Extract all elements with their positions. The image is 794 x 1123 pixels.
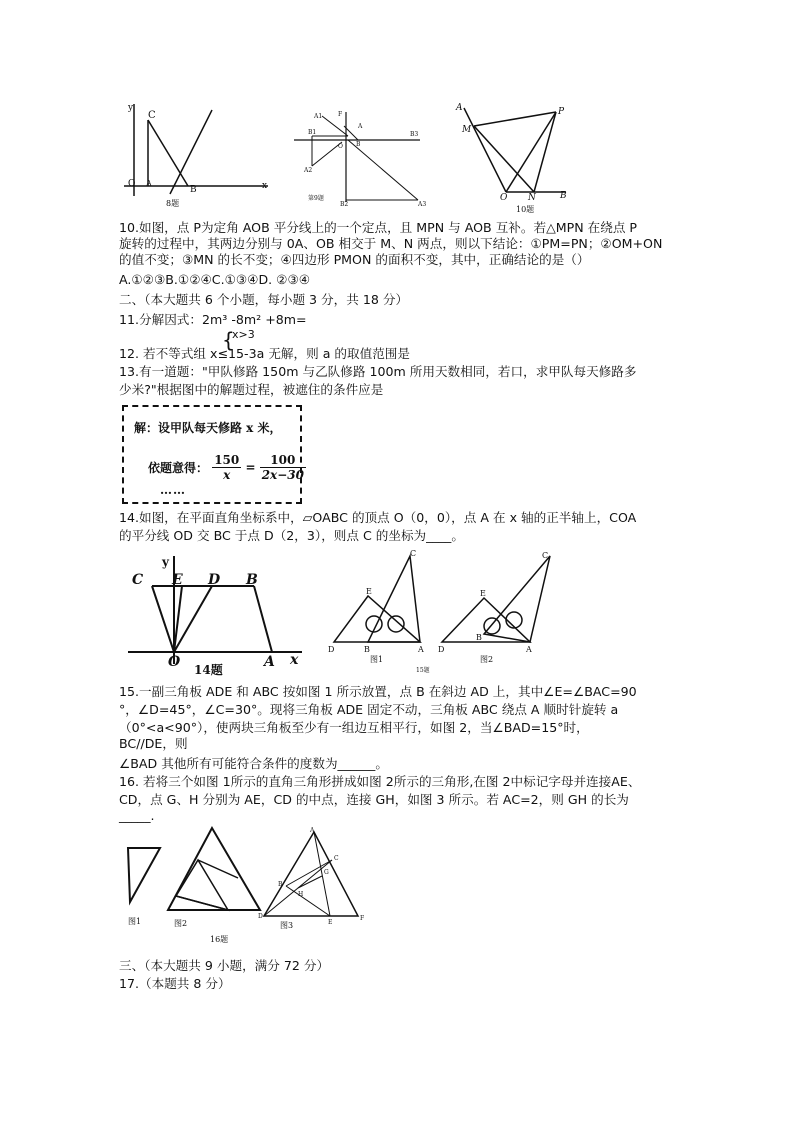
fig10-label-o: O bbox=[500, 193, 508, 203]
q13-line-1: 13.有一道题："甲队修路 150m 与乙队修路 100m 所用天数相同，若口，求甲队每天修路多 bbox=[119, 364, 637, 379]
fig10-label-b: B bbox=[560, 191, 567, 201]
fig15a-label-c: C bbox=[410, 549, 417, 558]
fig15a-label-a: A bbox=[418, 645, 424, 654]
q11 bbox=[119, 312, 307, 328]
q15-line-1: 15.一副三角板 ADE 和 ABC 按如图 1 所示放置，点 B 在斜边 AD 上，其中∠E=∠BAC=90 bbox=[119, 684, 637, 699]
q13-box-equation bbox=[148, 453, 306, 482]
q15-line-5: ∠BAD 其他所有可能符合条件的度数为______。 bbox=[119, 756, 388, 771]
fig14-label-e: E bbox=[172, 572, 183, 588]
q12-suffix: 无解，则 a 的取值范围是 bbox=[264, 346, 410, 361]
fig15a-label-d: D bbox=[328, 645, 335, 654]
fig14-label-x: x bbox=[290, 652, 299, 668]
fig9-label-a: A bbox=[358, 123, 363, 130]
fig10-label-n: N bbox=[528, 193, 536, 203]
figure-10 bbox=[456, 98, 576, 218]
fig16-3-label-f: F bbox=[360, 915, 365, 922]
fraction-2 bbox=[260, 453, 306, 482]
fig14-label-y: y bbox=[162, 555, 169, 569]
fig15b-label-b: B bbox=[476, 633, 482, 642]
fig16-3-label-g: G bbox=[324, 869, 329, 876]
fig15b-label-d: D bbox=[438, 645, 445, 654]
q13-box-prefix: 依题意得： bbox=[148, 461, 209, 475]
q13-box-equals: = bbox=[245, 460, 256, 475]
fig9-label-a1: A1 bbox=[314, 113, 323, 120]
q12-condition: ≤15-3a bbox=[217, 346, 265, 361]
fig8-label-y: y bbox=[128, 103, 134, 113]
q12-prefix: 12. 若不等式组 x bbox=[119, 346, 218, 361]
fig14-label-d: D bbox=[208, 572, 221, 588]
q12-top-condition: x>3 bbox=[232, 328, 255, 341]
fig14-label-o: O bbox=[168, 654, 181, 670]
fig14-label-b: B bbox=[246, 572, 258, 588]
figure-8 bbox=[118, 98, 278, 208]
fig15b-label-e: E bbox=[480, 589, 486, 598]
q11-expr: 2m³ -8m² +8m= bbox=[202, 312, 307, 327]
figure-15-1 bbox=[322, 548, 432, 678]
fig16-3-label-h: H bbox=[298, 891, 304, 898]
fig16-3-label-b: B bbox=[278, 881, 283, 888]
fig16-3-caption: 图3 bbox=[280, 921, 294, 930]
q13-line-2: 少米?"根据图中的解题过程，被遮住的条件应是 bbox=[119, 382, 384, 397]
fig16-3-label-a: A bbox=[310, 827, 315, 834]
q14-line-2: 的平分线 OD 交 BC 于点 D（2，3），则点 C 的坐标为____。 bbox=[119, 528, 464, 543]
fig16-3-label-c: C bbox=[334, 855, 339, 862]
fraction-2-denominator: 2x−30 bbox=[261, 468, 304, 482]
fig14-label-a: A bbox=[264, 654, 275, 670]
q10-options: A.①②③B.①②④C.①③④D. ②③④ bbox=[119, 272, 311, 287]
fraction-1 bbox=[212, 453, 241, 482]
fig10-caption: 10题 bbox=[516, 205, 535, 214]
fig15a-label-e: E bbox=[366, 587, 372, 596]
fig16-1-caption: 图1 bbox=[128, 917, 142, 926]
fig9-label-o: O bbox=[338, 143, 343, 150]
q14-line-1: 14.如图，在平面直角坐标系中，▱OABC 的顶点 O（0，0），点 A 在 x 轴的正半轴上，COA bbox=[119, 510, 637, 525]
fig10-label-a: A bbox=[456, 103, 463, 113]
fig16-3-label-d: D bbox=[258, 913, 263, 920]
fig16-2-caption: 图2 bbox=[174, 919, 188, 928]
q16-line-1: 16. 若将三个如图 1所示的直角三角形拼成如图 2所示的三角形,在图 2中标记字母并连接AE、 bbox=[119, 774, 641, 789]
q15-line-4: BC//DE，则 bbox=[119, 736, 188, 751]
fig9-label-a2: A2 bbox=[304, 167, 313, 174]
fig15b-label-a: A bbox=[526, 645, 532, 654]
fig15-number: 15题 bbox=[416, 667, 430, 674]
fig9-caption: 第9题 bbox=[308, 195, 324, 202]
q12 bbox=[119, 346, 410, 362]
q11-prefix: 11.分解因式： bbox=[119, 312, 202, 327]
q15-line-2: °，∠D=45°，∠C=30°。现将三角板 ADE 固定不动，三角板 ABC 绕点 A 顺时针旋转 a bbox=[119, 702, 619, 717]
fig15a-caption: 图1 bbox=[370, 655, 384, 664]
fig10-label-p: P bbox=[558, 107, 565, 117]
fraction-2-numerator: 100 bbox=[260, 453, 306, 468]
fig16-3-label-e: E bbox=[328, 919, 333, 926]
q13-box-dots: …… bbox=[160, 483, 186, 497]
figure-9 bbox=[292, 106, 432, 206]
fig16-number: 16题 bbox=[210, 935, 229, 944]
fig10-label-m: M bbox=[462, 125, 472, 135]
q10-line-2: 旋转的过程中，其两边分别与 0A、OB 相交于 M、N 两点，则以下结论：①PM=PN；②OM+ON bbox=[119, 236, 663, 251]
q13-solution-box bbox=[122, 405, 302, 504]
fig15b-label-c: C bbox=[542, 551, 549, 560]
fig9-label-b3: B3 bbox=[410, 131, 419, 138]
section-2-heading: 二、（本大题共 6 个小题，每小题 3 分，共 18 分） bbox=[119, 292, 409, 307]
q15-line-3: （0°<a<90°），使两块三角板至少有一组边互相平行，如图 2，当∠BAD=15°时， bbox=[119, 720, 589, 735]
q12-brace: { bbox=[222, 328, 235, 352]
figure-14 bbox=[122, 548, 312, 678]
fig14-label-c: C bbox=[132, 572, 144, 588]
q16-line-3: _____. bbox=[119, 808, 155, 823]
fig8-label-o: O bbox=[128, 179, 136, 189]
fig8-label-b: B bbox=[190, 185, 197, 195]
fig9-label-b1: B1 bbox=[308, 129, 317, 136]
fig8-caption: 8题 bbox=[166, 199, 180, 208]
fig8-label-x: x bbox=[262, 181, 268, 191]
fig8-label-a: A bbox=[146, 179, 152, 188]
fig9-label-a3: A3 bbox=[418, 201, 427, 208]
fig9-label-b: B bbox=[356, 141, 361, 148]
fraction-1-denominator: x bbox=[223, 468, 231, 482]
q13-box-line-1: 解：设甲队每天修路 x 米， bbox=[134, 421, 282, 435]
fig14-caption: 14题 bbox=[194, 663, 223, 677]
q16-line-2: CD，点 G、H 分别为 AE，CD 的中点，连接 GH，如图 3 所示。若 AC=2，则 GH 的长为 bbox=[119, 792, 629, 807]
q10-line-1: 10.如图，点 P为定角 AOB 平分线上的一个定点，且 MPN 与 AOB 互补。若△MPN 在绕点 P bbox=[119, 220, 638, 235]
figure-16 bbox=[118, 824, 378, 949]
fig15a-label-b: B bbox=[364, 645, 370, 654]
figure-15-2 bbox=[434, 548, 564, 678]
fig9-label-f: F bbox=[338, 111, 343, 118]
section-3-heading: 三、（本大题共 9 小题，满分 72 分） bbox=[119, 958, 330, 973]
q10-line-3: 的值不变；③MN 的长不变；④四边形 PMON 的面积不变，其中，正确结论的是（） bbox=[119, 252, 590, 267]
q17-heading: 17.（本题共 8 分） bbox=[119, 976, 231, 991]
fig15b-caption: 图2 bbox=[480, 655, 494, 664]
fraction-1-numerator: 150 bbox=[214, 453, 240, 467]
fig9-label-b2: B2 bbox=[340, 201, 349, 208]
fig8-label-c: C bbox=[148, 110, 156, 121]
